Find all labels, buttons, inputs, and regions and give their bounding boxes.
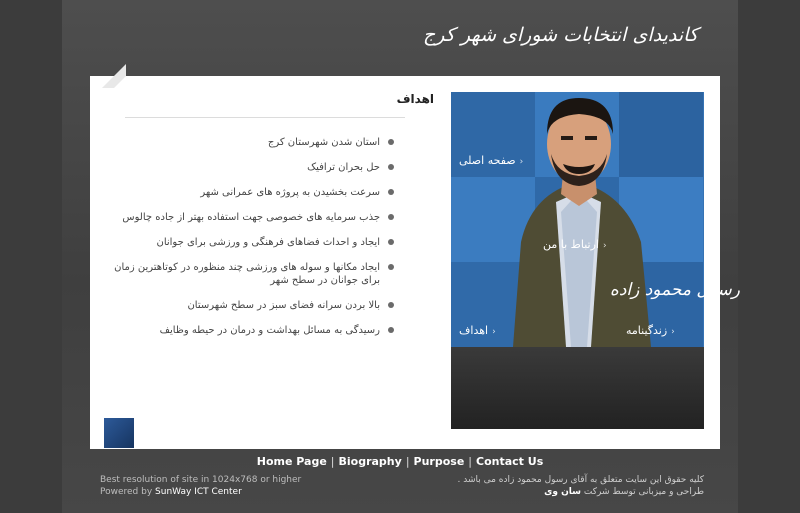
goal-item: ایجاد مکانها و سوله های ورزشی چند منظوره در کوتاهترین زمان برای جوانان در سطح شهر [94,261,394,287]
candidate-portrait [451,92,704,347]
design-brand-link[interactable]: سان وی [544,487,582,497]
resolution-note: Best resolution of site in 1024x768 or higher [100,475,302,485]
goals-heading: اهداف [396,92,434,106]
nav-goals-label: اهداف [459,324,489,337]
chevron-left-icon: ‹ [519,157,524,167]
chevron-left-icon: ‹ [671,327,675,337]
footer-credit-left [100,474,301,498]
powered-brand-link[interactable]: SunWay ICT Center [155,487,242,497]
nav-home-link[interactable] [459,154,523,167]
nav-biography-link[interactable] [626,324,675,337]
goal-item: رسیدگی به مسائل بهداشت و درمان در حیطه وظایف [94,324,394,337]
goal-item: سرعت بخشیدن به پروژه های عمرانی شهر [94,186,394,199]
site-title: کاندیدای انتخابات شورای شهر کرج [423,24,698,46]
powered-by [100,486,301,498]
candidate-name: رسول محمود زاده [609,280,740,300]
chevron-left-icon: ‹ [492,327,496,337]
goals-list [94,136,394,349]
goal-item: ایجاد و احداث فضاهای فرهنگی و ورزشی برای جوانان [94,236,394,249]
design-credit [424,486,704,498]
footer-separator: | [405,455,410,468]
footer-link-biography[interactable]: Biography [338,455,402,468]
footer-link-home[interactable]: Home Page [256,455,327,468]
candidate-photo-box [451,92,704,429]
footer-link-contact[interactable]: Contact Us [476,455,544,468]
photo-grid [451,92,704,347]
goal-item: جذب سرمایه های خصوصی جهت استفاده بهتر از جاده چالوس [94,211,394,224]
copyright-text: کلیه حقوق این سایت متعلق به آقای رسول محمود زاده می باشد . [457,475,704,485]
candidate-name-strip [451,347,704,429]
nav-goals-link[interactable] [459,324,496,337]
decorative-blue-square [104,418,134,448]
footer-nav [0,455,800,468]
panel-corner-decoration [102,64,126,88]
powered-prefix: Powered by [100,487,153,497]
nav-biography-label: زندگینامه [626,324,668,337]
footer-credit-right [424,474,704,498]
design-prefix: طراحی و میزبانی توسط شرکت [583,487,704,497]
goal-item: حل بحران ترافیک [94,161,394,174]
nav-home-label: صفحه اصلی [459,154,516,167]
goal-item: استان شدن شهرستان کرج [94,136,394,149]
nav-contact-label: ارتباط با من [543,238,599,251]
footer-link-purpose[interactable]: Purpose [413,455,465,468]
footer-separator: | [468,455,473,468]
goal-item: بالا بردن سرانه فضای سبز در سطح شهرستان [94,299,394,312]
footer-separator: | [330,455,335,468]
chevron-left-icon: ‹ [602,241,607,251]
nav-contact-link[interactable] [543,238,607,251]
goals-divider [125,117,405,118]
